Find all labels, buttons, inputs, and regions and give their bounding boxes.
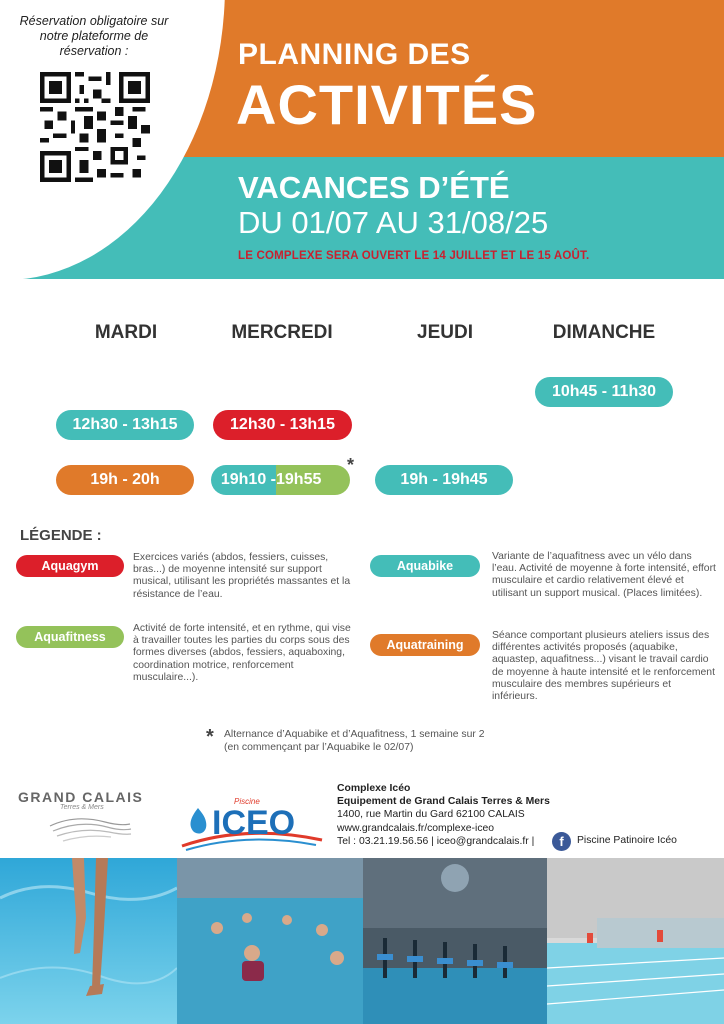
- iceo-logo-icon: [176, 790, 326, 852]
- grand-calais-logo: GRAND CALAIS: [18, 789, 144, 805]
- contact-website[interactable]: www.grandcalais.fr/complexe-iceo: [337, 822, 495, 834]
- asterisk-icon: *: [347, 455, 355, 475]
- legend-aquatraining: Aquatraining: [370, 634, 480, 656]
- facebook-icon[interactable]: f: [552, 832, 571, 851]
- legend-aquagym: Aquagym: [16, 555, 124, 577]
- slot-wednesday-2: [211, 465, 350, 495]
- legend-title: LÉGENDE :: [20, 527, 102, 544]
- contact-block: [337, 782, 550, 848]
- title-line2: ACTIVITÉS: [236, 73, 538, 136]
- day-wednesday: MERCREDI: [231, 322, 333, 343]
- footnote: [224, 729, 554, 754]
- vacation-title: VACANCES D’ÉTÉ: [238, 170, 510, 205]
- footnote-line1: Alternance d’Aquabike et d’Aquafitness, 1 semaine sur 2: [224, 729, 485, 740]
- legend-aquatraining-desc: Séance comportant plusieurs ateliers issus des différentes activités proposés (aquabike, aquastep, aquafitness...) visant le travail cardio de moyenne à haute intensité et le renforcement musculaire des membres supérieurs et inférieurs.: [492, 630, 715, 703]
- slot-tuesday-1: 12h30 - 13h15: [56, 410, 194, 440]
- contact-address: 1400, rue Martin du Gard 62100 CALAIS: [337, 809, 525, 821]
- iceo-label: ICEO: [212, 804, 296, 842]
- slot-wednesday-2-end: 19h55: [276, 465, 350, 495]
- contact-phone-email[interactable]: Tel : 03.21.19.56.56 | iceo@grandcalais.fr |: [337, 835, 535, 847]
- reservation-note: Réservation obligatoire sur notre plateforme de réservation :: [19, 14, 169, 58]
- day-sunday: DIMANCHE: [552, 322, 656, 343]
- photo-aquabike-pool: [363, 858, 547, 1024]
- slot-wednesday-2-start: 19h10 -: [211, 465, 276, 495]
- day-tuesday: MARDI: [94, 322, 158, 343]
- slot-sunday-1: 10h45 - 11h30: [535, 377, 673, 407]
- legend-aquabike-desc: Variante de l’aquafitness avec un vélo dans l’eau. Activité de moyenne à forte intensité, effort musculaire et cardio relativement élevé et utilisant un support musical. (Places limitées).: [492, 551, 716, 599]
- vacation-dates: DU 01/07 AU 31/08/25: [238, 205, 549, 240]
- contact-name: Complexe Icéo: [337, 783, 411, 794]
- footnote-asterisk-icon: *: [206, 726, 214, 748]
- slot-thursday-1: 19h - 19h45: [375, 465, 513, 495]
- opening-note: LE COMPLEXE SERA OUVERT LE 14 JUILLET ET LE 15 AOÛT.: [238, 250, 590, 262]
- slot-tuesday-2: 19h - 20h: [56, 465, 194, 495]
- photo-indoor-pool: [547, 858, 724, 1024]
- grand-calais-waves-icon: [45, 812, 135, 846]
- legend-aquagym-desc: Exercices variés (abdos, fessiers, cuisses, bras...) de moyenne intensité sur support musical, utilisant les propriétés massantes et la résistance de l’eau.: [133, 552, 351, 600]
- title-line1: PLANNING DES: [238, 38, 471, 71]
- iceo-small-label: Piscine: [234, 797, 260, 806]
- slot-wednesday-1: 12h30 - 13h15: [213, 410, 352, 440]
- photo-legs-underwater: [0, 858, 177, 1024]
- footnote-line2: (en commençant par l’Aquabike le 02/07): [224, 741, 414, 753]
- legend-aquafitness-desc: Activité de forte intensité, et en rythme, qui vise à travailler toutes les parties du corps sous des formes diverses (abdos, fessiers, aquaboxing, coordination motrice, renforcement musculaire...).: [133, 623, 351, 683]
- photo-aquagym-class: [177, 858, 363, 1024]
- contact-org: Equipement de Grand Calais Terres & Mers: [337, 796, 550, 808]
- qr-code-icon[interactable]: [40, 72, 150, 182]
- legend-aquafitness: Aquafitness: [16, 626, 124, 648]
- grand-calais-sub: Terres & Mers: [60, 804, 104, 811]
- facebook-label[interactable]: Piscine Patinoire Icéo: [577, 835, 677, 846]
- legend-aquabike: Aquabike: [370, 555, 480, 577]
- day-thursday: JEUDI: [417, 322, 473, 343]
